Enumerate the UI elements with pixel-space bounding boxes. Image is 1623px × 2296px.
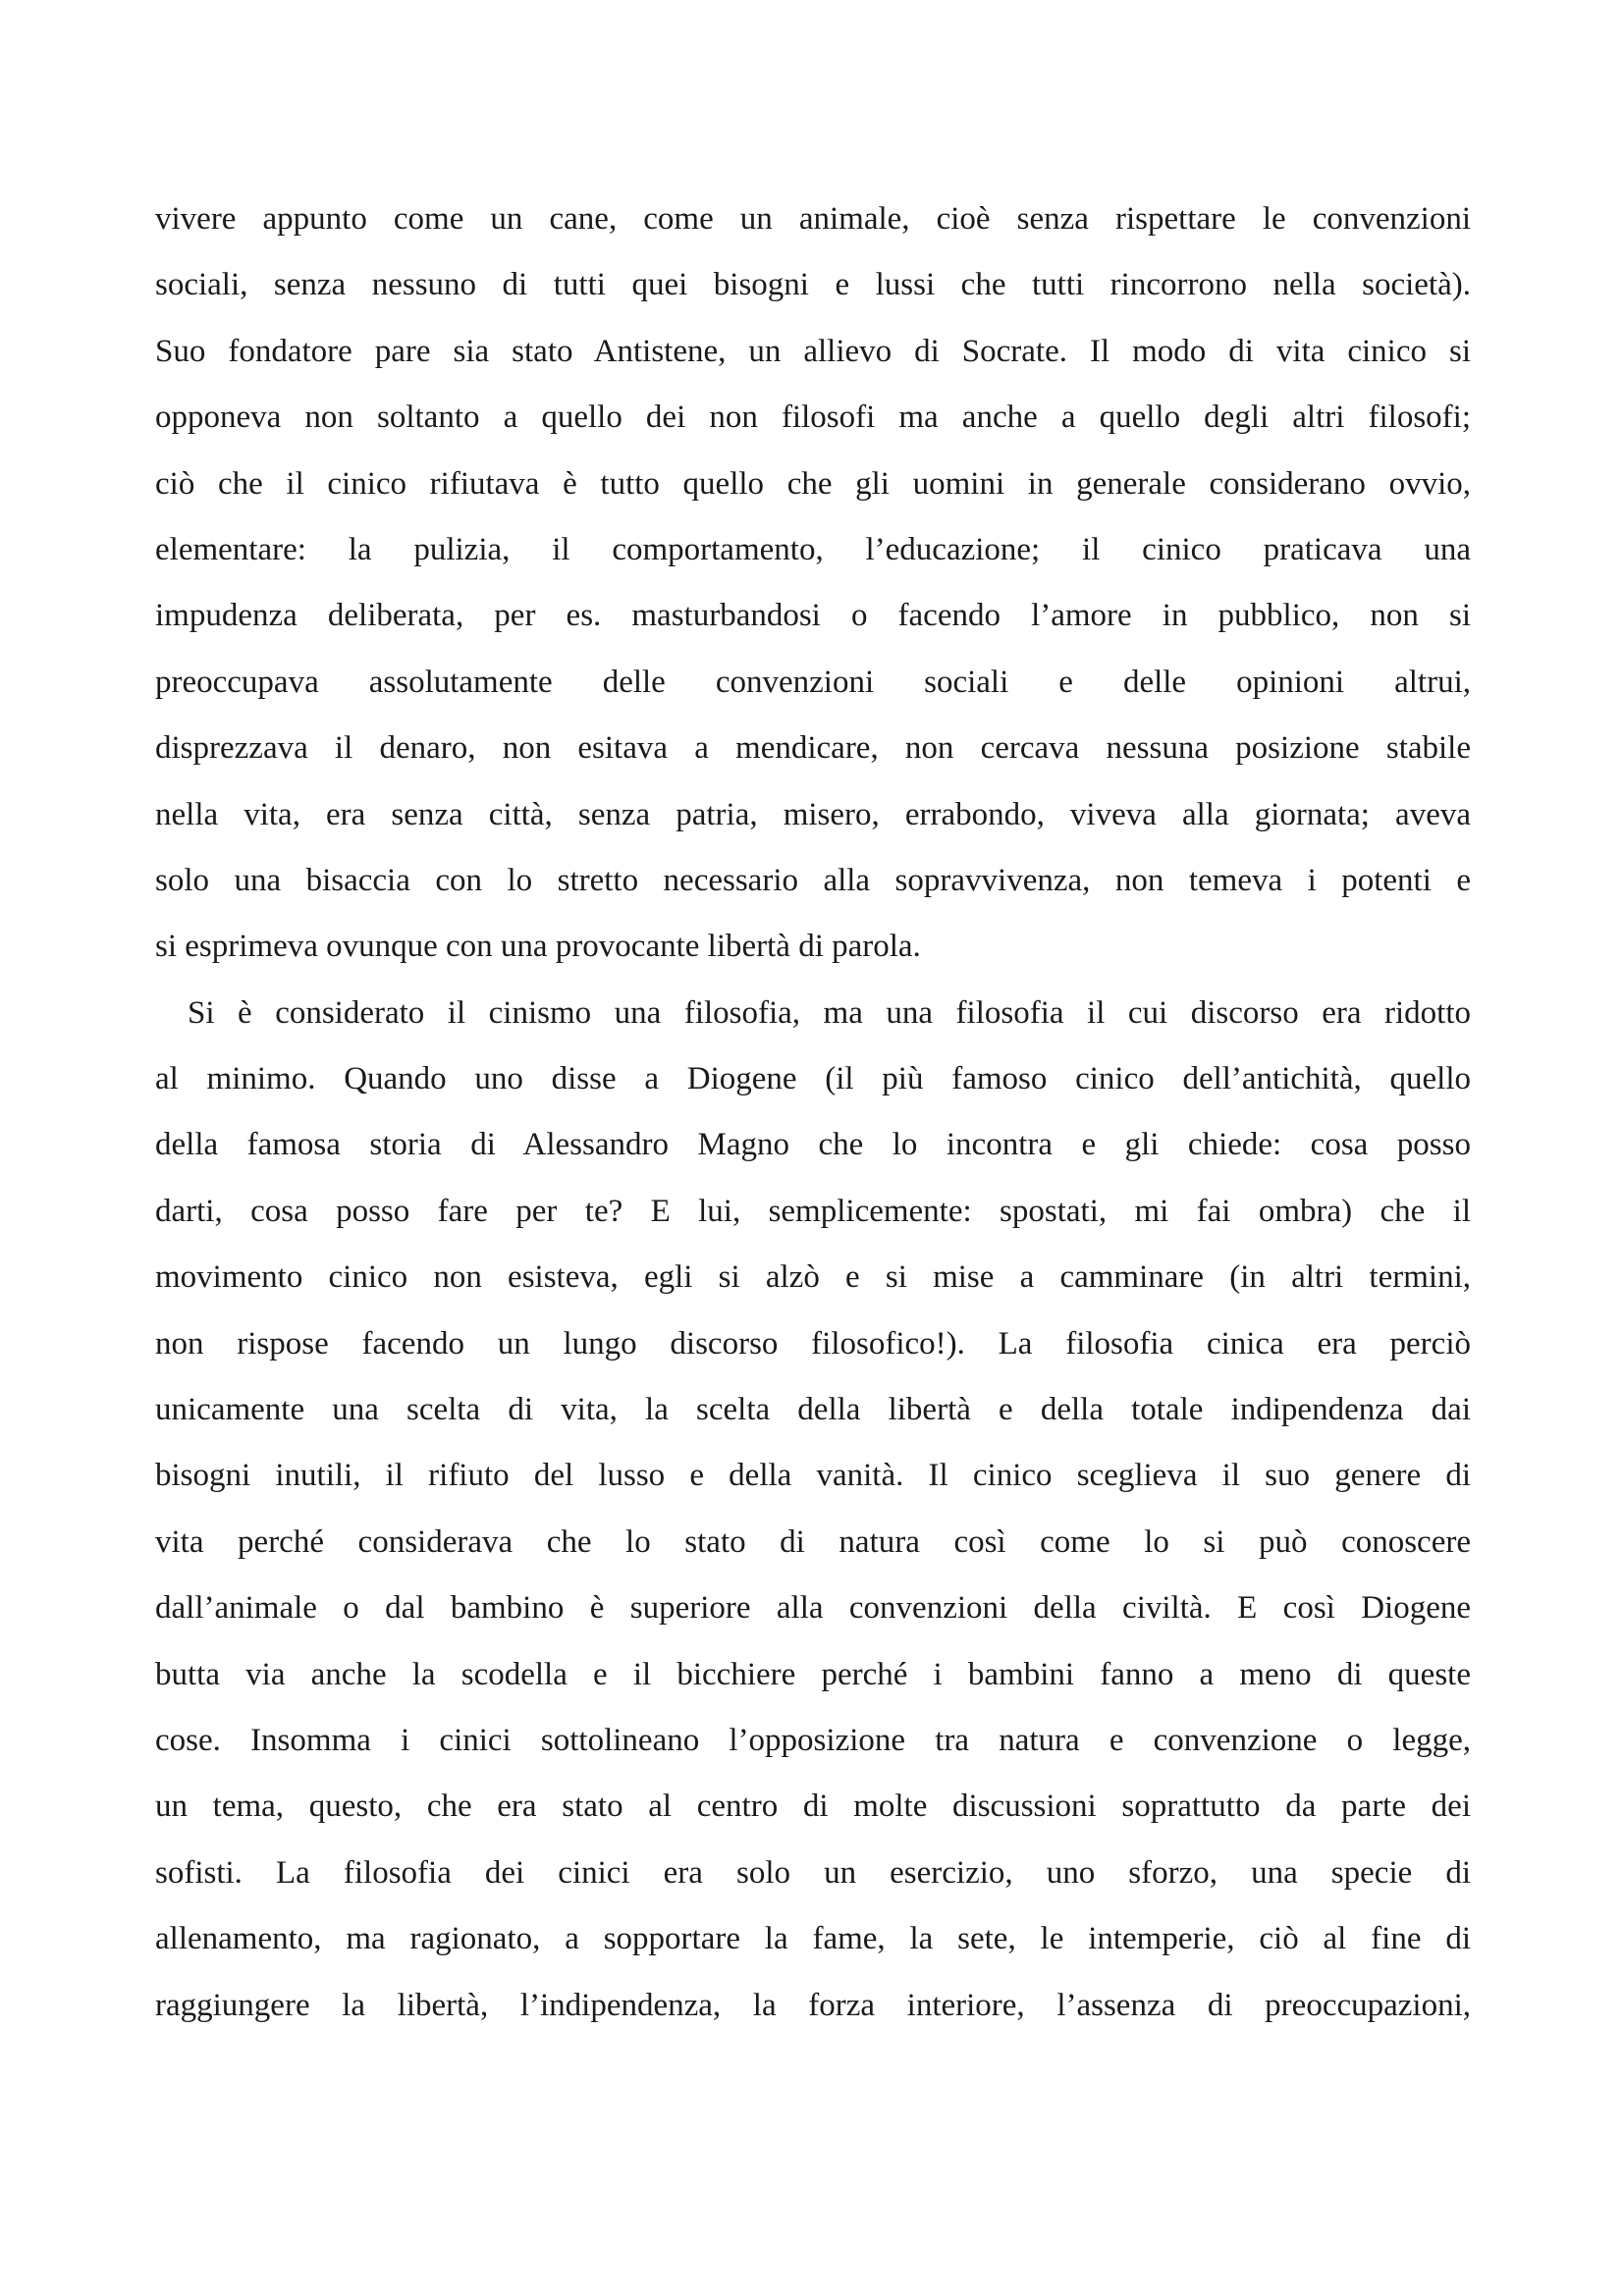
- text-line: preoccupava assolutamente delle convenzioni sociali e delle opinioni altrui,: [155, 664, 1471, 700]
- text-line: si esprimeva ovunque con una provocante libertà di parola.: [155, 929, 921, 965]
- text-line: opponeva non soltanto a quello dei non filosofi ma anche a quello degli altri filosofi;: [155, 400, 1471, 436]
- text-line: elementare: la pulizia, il comportamento, l’educazione; il cinico praticava una: [155, 531, 1471, 567]
- text-line: non rispose facendo un lungo discorso filosofico!). La filosofia cinica era perciò: [155, 1325, 1471, 1362]
- text-line: darti, cosa posso fare per te? E lui, semplicemente: spostati, mi fai ombra) che il: [155, 1193, 1471, 1229]
- paragraph: [155, 991, 1471, 2050]
- text-line: movimento cinico non esisteva, egli si alzò e si mise a camminare (in altri termini,: [155, 1259, 1471, 1296]
- paragraph: [155, 197, 1471, 991]
- document-page: [155, 197, 1471, 2050]
- text-line: ciò che il cinico rifiutava è tutto quello che gli uomini in generale considerano ovvio,: [155, 465, 1471, 502]
- text-line: raggiungere la libertà, l’indipendenza, la forza interiore, l’assenza di preoccupazioni,: [155, 1987, 1471, 2023]
- text-line: allenamento, ma ragionato, a sopportare la fame, la sete, le intemperie, ciò al fine di: [155, 1921, 1471, 1957]
- text-line: sociali, senza nessuno di tutti quei bisogni e lussi che tutti rincorrono nella società).: [155, 267, 1471, 303]
- text-line: vivere appunto come un cane, come un animale, cioè senza rispettare le convenzioni: [155, 201, 1471, 237]
- text-line: impudenza deliberata, per es. masturbandosi o facendo l’amore in pubblico, non si: [155, 598, 1471, 634]
- text-line: Si è considerato il cinismo una filosofia, ma una filosofia il cui discorso era ridotto: [188, 994, 1471, 1031]
- text-line: unicamente una scelta di vita, la scelta della libertà e della totale indipendenza dai: [155, 1392, 1471, 1428]
- text-line: un tema, questo, che era stato al centro di molte discussioni soprattutto da parte dei: [155, 1789, 1471, 1825]
- text-line: sofisti. La filosofia dei cinici era solo un esercizio, uno sforzo, una specie di: [155, 1854, 1471, 1891]
- text-line: della famosa storia di Alessandro Magno che lo incontra e gli chiede: cosa posso: [155, 1127, 1471, 1163]
- text-line: dall’animale o dal bambino è superiore alla convenzioni della civiltà. E così Diogene: [155, 1590, 1471, 1627]
- text-line: al minimo. Quando uno disse a Diogene (il più famoso cinico dell’antichità, quello: [155, 1061, 1471, 1097]
- text-line: butta via anche la scodella e il bicchiere perché i bambini fanno a meno di queste: [155, 1656, 1471, 1692]
- text-line: disprezzava il denaro, non esitava a mendicare, non cercava nessuna posizione stabile: [155, 730, 1471, 767]
- text-line: bisogni inutili, il rifiuto del lusso e della vanità. Il cinico sceglieva il suo genere di: [155, 1458, 1471, 1494]
- text-line: cose. Insomma i cinici sottolineano l’opposizione tra natura e convenzione o legge,: [155, 1722, 1471, 1758]
- text-line: nella vita, era senza città, senza patria, misero, errabondo, viveva alla giornata; aveva: [155, 796, 1471, 832]
- text-line: solo una bisaccia con lo stretto necessario alla sopravvivenza, non temeva i potenti e: [155, 862, 1471, 898]
- text-line: vita perché considerava che lo stato di natura così come lo si può conoscere: [155, 1523, 1471, 1560]
- text-line: Suo fondatore pare sia stato Antistene, un allievo di Socrate. Il modo di vita cinico si: [155, 333, 1471, 369]
